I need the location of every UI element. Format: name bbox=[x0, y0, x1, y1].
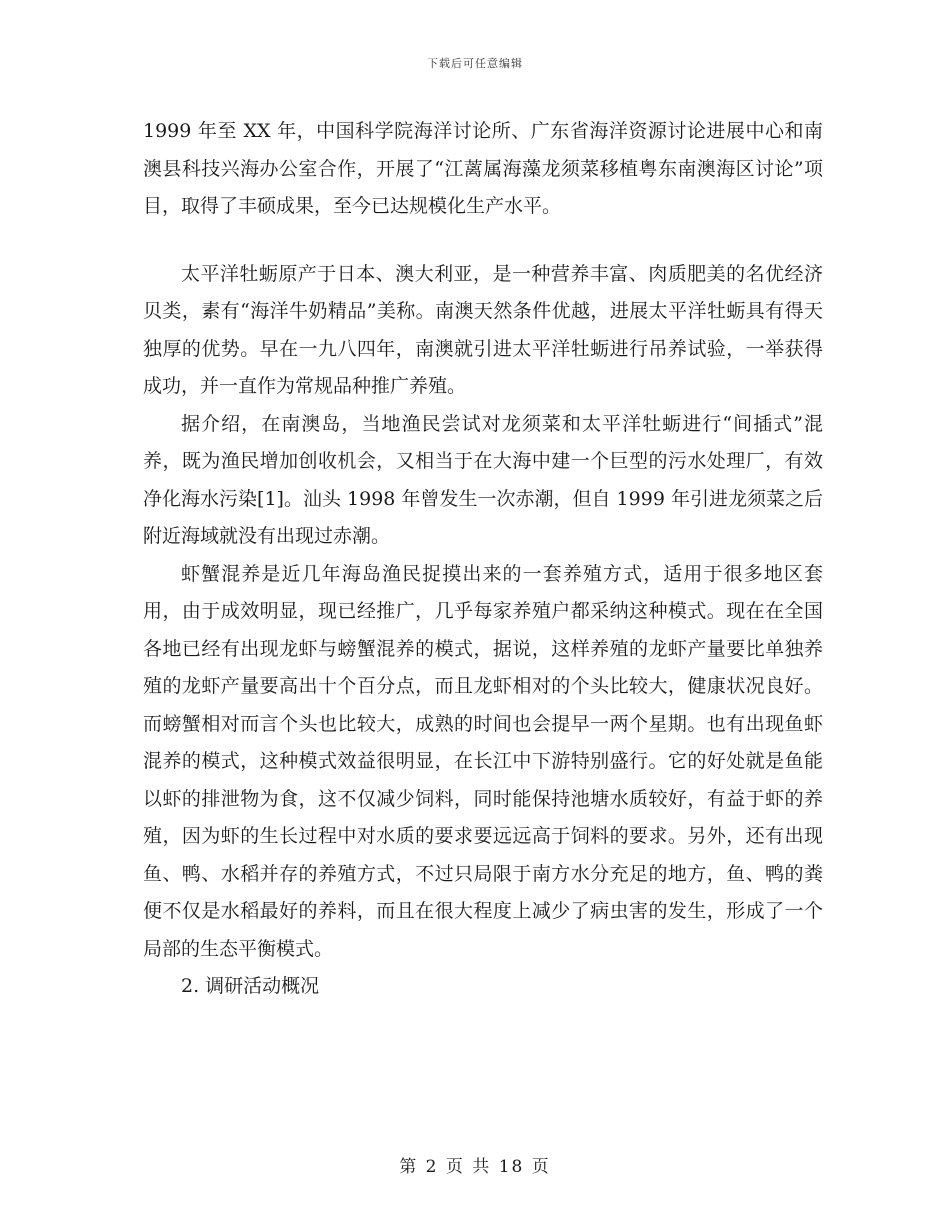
header-note: 下载后可任意编辑 bbox=[427, 57, 523, 70]
paragraph-pacific-oyster: 太平洋牡蛎原产于日本、澳大利亚，是一种营养丰富、肉质肥美的名优经济贝类，素有“海洋牛奶精品”美称。南澳天然条件优越，进展太平洋牡蛎具有得天独厚的优势。早在一九八四年，南澳就引进太平洋牡蛎进行吊养试验，一举获得成功，并一直作为常规品种推广养殖。 bbox=[143, 262, 823, 397]
section-heading-survey-overview: 2. 调研活动概况 bbox=[181, 975, 320, 997]
paragraph-shrimp-crab-culture: 虾蟹混养是近几年海岛渔民捉摸出来的一套养殖方式，适用于很多地区套用，由于成效明显，现已经推广，几乎每家养殖户都采纳这种模式。现在在全国各地已经有出现龙虾与螃蟹混养的模式，据说，这样养殖的龙虾产量要比单独养殖的龙虾产量要高出十个百分点，而且龙虾相对的个头比较大，健康状况良好。而螃蟹相对而言个头也比较大，成熟的时间也会提早一两个星期。也有出现鱼虾混养的模式，这种模式效益很明显，在长江中下游特别盛行。它的好处就是鱼能以虾的排泄物为食，这不仅减少饲料，同时能保持池塘水质较好，有益于虾的养殖，因为虾的生长过程中对水质的要求要远远高于饲料的要求。另外，还有出现鱼、鸭、水稻并存的养殖方式，不过只局限于南方水分充足的地方，鱼、鸭的粪便不仅是水稻最好的养料，而且在很大程度上减少了病虫害的发生，形成了一个局部的生态平衡模式。 bbox=[143, 562, 823, 960]
page-number: 第 2 页 共 18 页 bbox=[399, 1157, 551, 1177]
paragraph-mixed-culture: 据介绍，在南澳岛，当地渔民尝试对龙须菜和太平洋牡蛎进行“间插式”混养，既为渔民增加创收机会，又相当于在大海中建一个巨型的污水处理厂，有效净化海水污染[1]。汕头 1998 年曾发生一次赤潮，但自 1999 年引进龙须菜之后附近海域就没有出现过赤潮。 bbox=[143, 412, 823, 547]
paragraph-research-project: 1999 年至 XX 年，中国科学院海洋讨论所、广东省海洋资源讨论进展中心和南澳县科技兴海办公室合作，开展了“江蓠属海藻龙须菜移植粤东南澳海区讨论”项目，取得了丰硕成果，至今已达规模化生产水平。 bbox=[143, 120, 823, 217]
paragraph-gap bbox=[143, 226, 823, 256]
document-body bbox=[143, 113, 823, 1006]
